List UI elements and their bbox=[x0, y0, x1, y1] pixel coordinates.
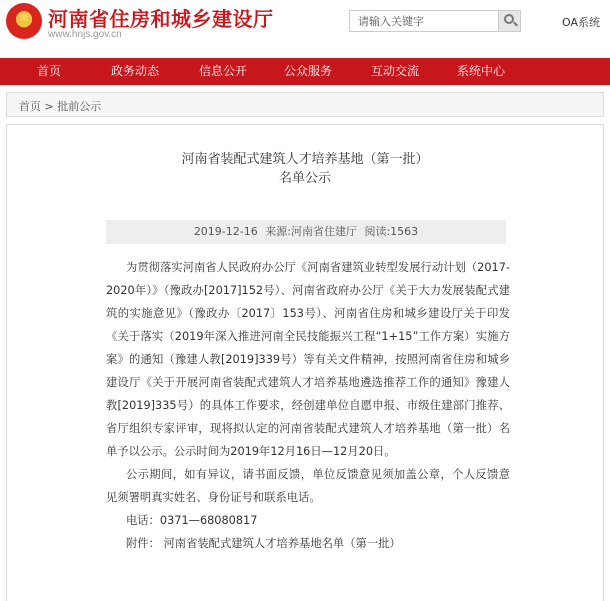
contact-phone: 电话：0371—68080817 bbox=[126, 514, 258, 527]
article-paragraph: 为贯彻落实河南省人民政府办公厅《河南省建筑业转型发展行动计划（2017-2020年）》（豫政办[2017]152号）、河南省政府办公厅《关于大力发展装配式建筑的实施意见》（豫政办〔2017〕153号）、河南省住房和城乡建设厅关于印发《关于落实（2019年深入推进河南全民技能振兴工程“1+15”工作方案）实施方案》的通知（豫建人教[2019]339号）等有关文件精神，按照河南省住房和城乡建设厅《关于开展河南省装配式建筑人才培养基地遴选推荐工作的通知》豫建人教[2019]335号）的具体工作要求，经创建单位自愿申报、市级住建部门推荐、省厅组织专家评审，现将拟认定的河南省装配式建筑人才培养基地（第一批）名单予以公示。公示时间为2019年12月16日—12月20日。 bbox=[106, 261, 510, 458]
national-emblem-icon: ★ bbox=[6, 3, 42, 39]
breadcrumb-bar bbox=[6, 92, 604, 117]
site-header bbox=[0, 0, 610, 58]
search-box bbox=[349, 10, 521, 32]
nav-item-public-service[interactable]: 公众服务 bbox=[283, 64, 332, 78]
breadcrumb-separator: > bbox=[41, 100, 58, 113]
breadcrumb-home[interactable]: 首页 bbox=[19, 100, 41, 113]
site-title[interactable]: 河南省住房和城乡建设厅 bbox=[48, 7, 274, 31]
article-paragraph: 公示期间，如有异议，请书面反馈，单位反馈意见须加盖公章，个人反馈意见须署明真实姓名、身份证号和联系电话。 bbox=[106, 468, 510, 504]
nav-item-interaction[interactable]: 互动交流 bbox=[370, 64, 419, 78]
nav-item-system-center[interactable]: 系统中心 bbox=[456, 64, 505, 78]
view-count: 阅读:1563 bbox=[364, 225, 419, 238]
nav-item-info-disclosure[interactable]: 信息公开 bbox=[198, 64, 247, 78]
article-body bbox=[106, 256, 510, 555]
article-source: 来源:河南省住建厅 bbox=[265, 225, 357, 238]
search-button[interactable] bbox=[498, 11, 520, 31]
breadcrumb bbox=[19, 98, 101, 114]
main-nav bbox=[0, 58, 610, 85]
site-url: www.hnjs.gov.cn bbox=[48, 29, 122, 40]
attachment-link[interactable]: 附件： 河南省装配式建筑人才培养基地名单（第一批） bbox=[126, 537, 401, 550]
nav-item-home[interactable]: 首页 bbox=[36, 64, 61, 78]
oa-system-link[interactable]: OA系统 bbox=[562, 16, 600, 29]
article-meta bbox=[106, 220, 506, 244]
search-input[interactable] bbox=[350, 11, 498, 31]
nav-item-news[interactable]: 政务动态 bbox=[110, 64, 159, 78]
article-title: 河南省装配式建筑人才培养基地（第一批） bbox=[181, 152, 429, 167]
publish-date: 2019-12-16 bbox=[193, 225, 258, 238]
breadcrumb-current[interactable]: 批前公示 bbox=[57, 100, 102, 113]
article-subtitle: 名单公示 bbox=[278, 171, 331, 186]
